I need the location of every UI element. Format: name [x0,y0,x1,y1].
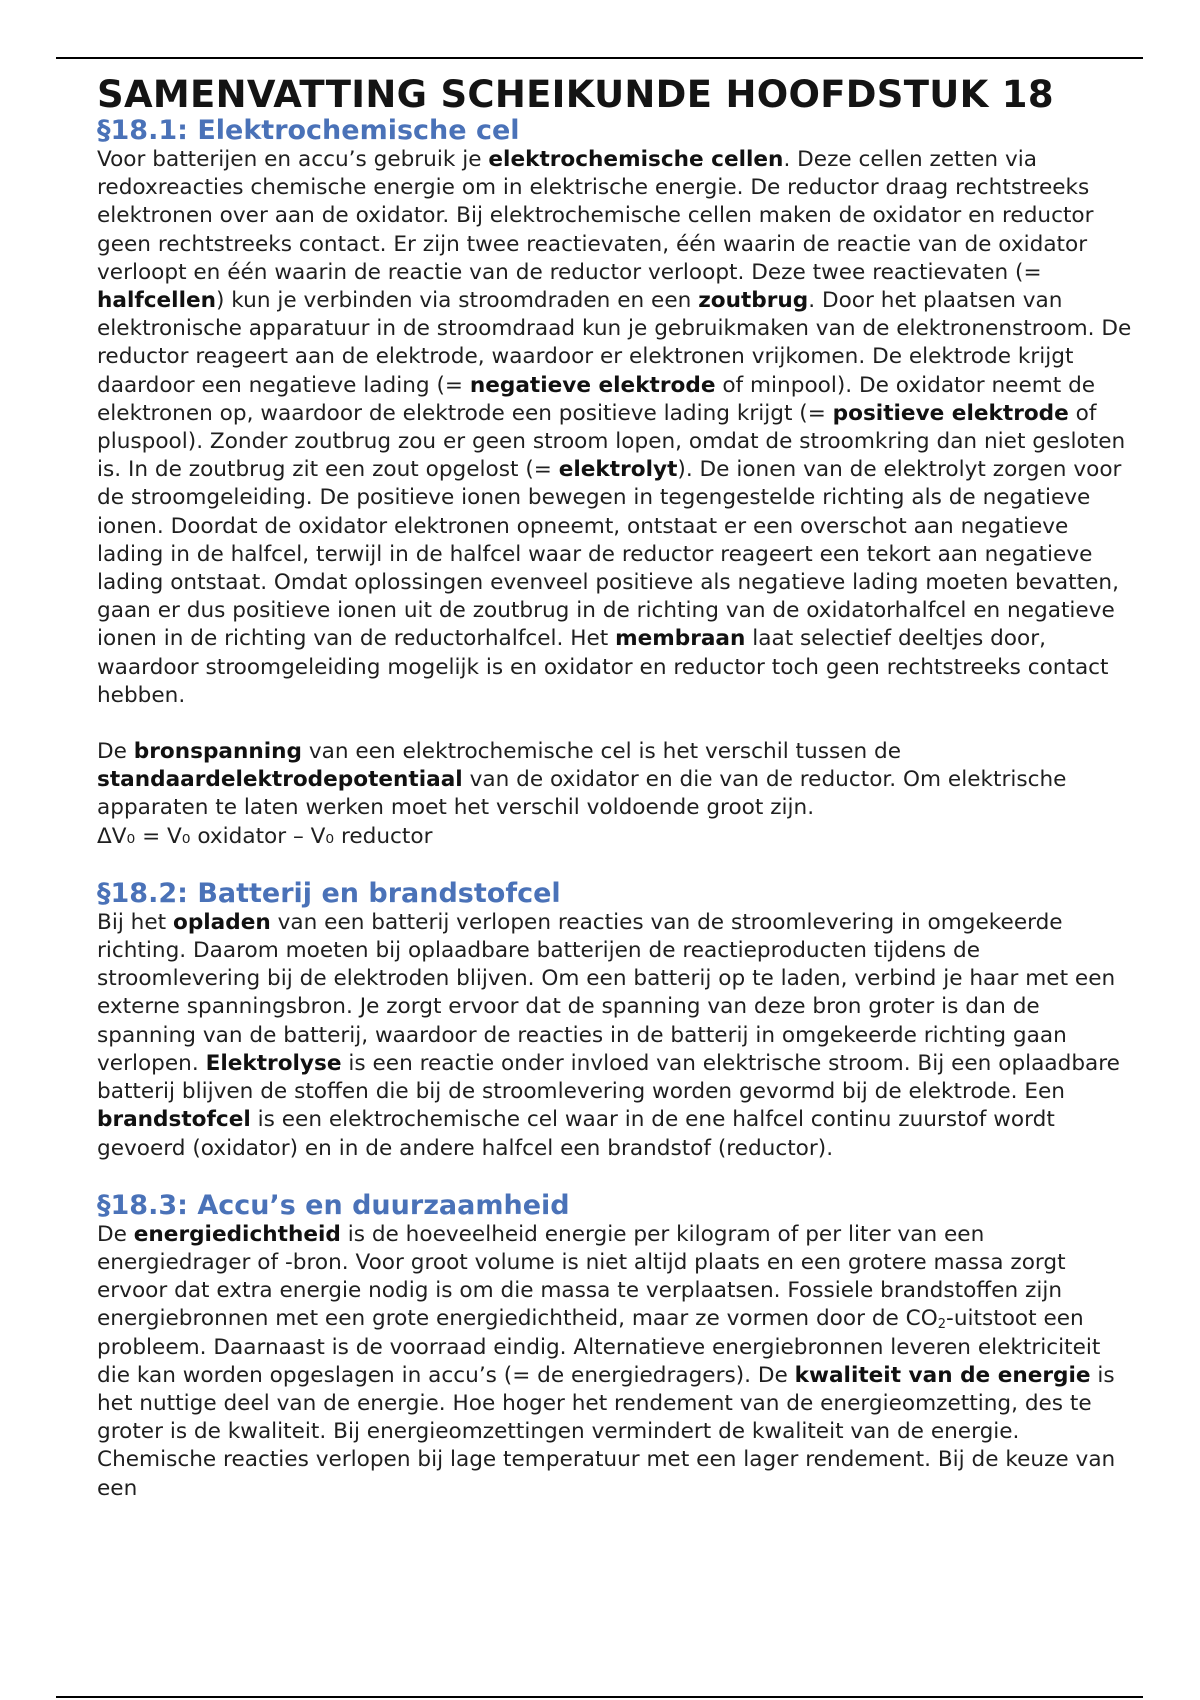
formula-bronspanning: ΔV₀ = V₀ oxidator – V₀ reductor [97,823,433,849]
header-rule [56,57,1143,59]
section-heading-18-3: §18.3: Accu’s en duurzaamheid [97,1189,570,1221]
section-heading-18-2: §18.2: Batterij en brandstofcel [97,877,561,909]
footer-rule [56,1696,1143,1698]
paragraph-bronspanning: De bronspanning van een elektrochemische cel is het verschil tussen de standaardelektrodepotentiaal van de oxidator en die van de reductor. Om elektrische apparaten te laten werken moet het verschil voldoende groot zijn. [97,739,1067,821]
paragraph-accus-duurzaamheid: De energiedichtheid is de hoeveelheid energie per kilogram of per liter van een energiedrager of -bron. Voor groot volume is niet altijd plaats en een grotere massa zorgt ervoor dat extra energie nodig is om die massa te verplaatsen. Fossiele brandstoffen zijn energiebronnen met een grote energiedichtheid, maar ze vormen door de $CO_2$-uitstoot een probleem. Daarnaast is de voorraad eindig. Alternatieve energiebronnen leveren elektriciteit die kan worden opgeslagen in accu’s (= de energiedragers). De kwaliteit van de energie is het nuttige deel van de energie. Hoe hoger het rendement van de energieomzetting, des te groter is de kwaliteit. Bij energieomzettingen vermindert de kwaliteit van de energie. Chemische reacties verlopen bij lage temperatuur met een lager rendement. Bij de keuze van een [97,1221,1116,1501]
paragraph-elektrochemische-cel: Voor batterijen en accu’s gebruik je elektrochemische cellen. Deze cellen zetten via redoxreacties chemische energie om in elektrische energie. De reductor draag rechtstreeks elektronen over aan de oxidator. Bij elektrochemische cellen maken de oxidator en reductor geen rechtstreeks contact. Er zijn twee reactievaten, één waarin de reactie van de oxidator verloopt en één waarin de reactie van de reductor verloopt. Deze twee reactievaten (= halfcellen) kun je verbinden via stroomdraden en een zoutbrug. Door het plaatsen van elektronische apparatuur in de stroomdraad kun je gebruikmaken van de elektronenstroom. De reductor reageert aan de elektrode, waardoor er elektronen vrijkomen. De elektrode krijgt daardoor een negatieve lading (= negatieve elektrode of minpool). De oxidator neemt de elektronen op, waardoor de elektrode een positieve lading krijgt (= positieve elektrode of pluspool). Zonder zoutbrug zou er geen stroom lopen, omdat de stroomkring dan niet gesloten is. In de zoutbrug zit een zout opgelost (= elektrolyt). De ionen van de elektrolyt zorgen voor de stroomgeleiding. De positieve ionen bewegen in tegengestelde richting als de negatieve ionen. Doordat de oxidator elektronen opneemt, ontstaat er een overschot aan negatieve lading in de halfcel, terwijl in de halfcel waar de reductor reageert een tekort aan negatieve lading ontstaat. Omdat oplossingen evenveel positieve als negatieve lading moeten bevatten, gaan er dus positieve ionen uit de zoutbrug in de richting van de oxidatorhalfcel en negatieve ionen in de richting van de reductorhalfcel. Het membraan laat selectief deeltjes door, waardoor stroomgeleiding mogelijk is en oxidator en reductor toch geen rechtstreeks contact hebben. [97,147,1132,708]
section-heading-18-1: §18.1: Elektrochemische cel [97,115,520,146]
page-title: SAMENVATTING SCHEIKUNDE HOOFDSTUK 18 [97,73,1054,116]
paragraph-batterij-brandstofcel: Bij het opladen van een batterij verlopen reacties van de stroomlevering in omgekeerde richting. Daarom moeten bij oplaadbare batterijen de reactieproducten tijdens de stroomlevering bij de elektroden blijven. Om een batterij op te laden, verbind je haar met een externe spanningsbron. Je zorgt ervoor dat de spanning van deze bron groter is dan de spanning van de batterij, waardoor de reacties in de batterij in omgekeerde richting gaan verlopen. Elektrolyse is een reactie onder invloed van elektrische stroom. Bij een oplaadbare batterij blijven de stoffen die bij de stroomlevering worden gevormd bij de elektrode. Een brandstofcel is een elektrochemische cel waar in de ene halfcel continu zuurstof wordt gevoerd (oxidator) en in de andere halfcel een brandstof (reductor). [97,909,1120,1161]
document-body [97,74,1137,1503]
